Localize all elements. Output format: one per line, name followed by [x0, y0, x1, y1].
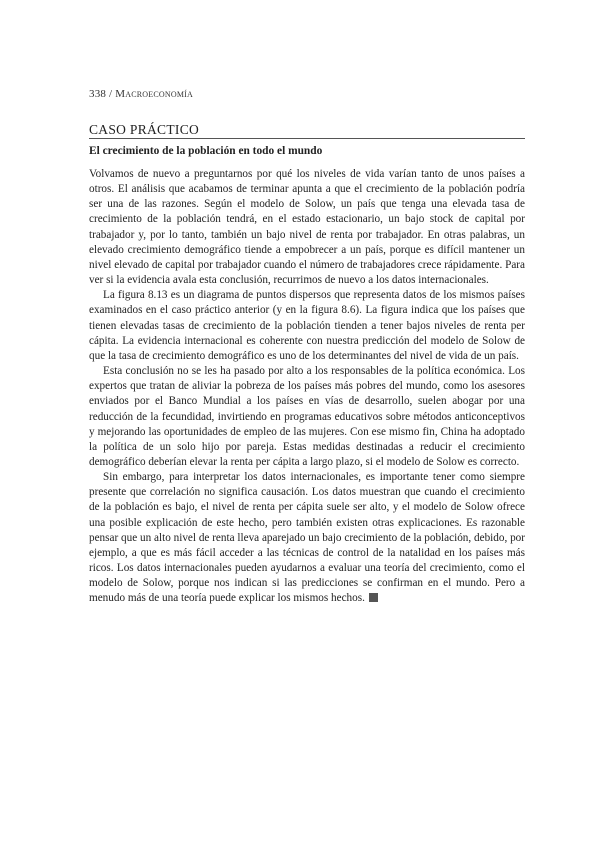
page-number: 338 — [89, 88, 107, 100]
paragraph-2: La figura 8.13 es un diagrama de puntos dispersos que representa datos de los mismos países examinados en el caso práctico anterior (y en la figura 8.6). La figura indica que los países que tienen elevadas tasas de crecimiento de la población tienden a tener bajos niveles de renta per cápita. La evidencia internacional es coherente con nuestra predicción del modelo de Solow de que la tasa de crecimiento demográfico es uno de los determinantes del nivel de vida de un país. — [89, 289, 525, 362]
paragraph-3: Esta conclusión no se les ha pasado por alto a los responsables de la política económica. Los expertos que tratan de aliviar la pobreza de los países más pobres del mundo, como los asesores enviados por el Banco Mundial a los países en vías de desarrollo, suelen abogar por una reducción de la fecundidad, invirtiendo en programas educativos sobre métodos anticonceptivos y mejorando las oportunidades de empleo de las mujeres. Con ese mismo fin, China ha adoptado la política de un solo hijo por pareja. Estas medidas destinadas a reducir el crecimiento demográfico deberían elevar la renta per cápita a largo plazo, si el modelo de Solow es correcto. — [89, 365, 525, 468]
running-head — [89, 88, 193, 100]
book-title: Macroeconomía — [115, 88, 193, 100]
case-study-title: El crecimiento de la población en todo el mundo — [89, 145, 323, 157]
paragraph-4-text: Sin embargo, para interpretar los datos internacionales, es importante tener como siempre presente que correlación no significa causación. Los datos muestran que cuando el crecimiento de la población es bajo, el nivel de renta per cápita suele ser alto, y el modelo de Solow ofrece una posible explicación de este hecho, pero también existen otras explicaciones. Es razonable pensar que un alto nivel de renta lleva aparejado un bajo crecimiento de la población, debido, por ejemplo, a que es más fácil acceder a las técnicas de control de la natalidad en los países más ricos. Los datos internacionales pueden ayudarnos a evaluar una teoría del crecimiento, como el modelo de Solow, porque nos indican si las predicciones se confirman en el mundo. Pero a menudo más de una teoría puede explicar los mismos hechos. — [89, 471, 525, 605]
end-of-section-square-icon — [369, 593, 378, 602]
header-separator: / — [106, 88, 116, 100]
paragraph-1: Volvamos de nuevo a preguntarnos por qué los niveles de vida varían tanto de unos países a otros. El análisis que acabamos de terminar apunta a que el crecimiento de la población podría ser una de las razones. Según el modelo de Solow, un país que tenga una elevada tasa de crecimiento de la población tendrá, en el estado estacionario, un bajo stock de capital por trabajador y, por lo tanto, también un bajo nivel de renta por trabajador. En otras palabras, un elevado crecimiento demográfico tiende a empobrecer a un país, porque es difícil mantener un nivel elevado de capital por trabajador cuando el número de trabajadores crece rápidamente. Para ver si la evidencia avala esta conclusión, recurrimos de nuevo a los datos internacionales. — [89, 168, 525, 287]
section-rule — [89, 138, 525, 139]
section-label: CASO PRÁCTICO — [89, 122, 200, 137]
paragraph-4 — [89, 470, 525, 606]
body-text — [89, 167, 525, 607]
